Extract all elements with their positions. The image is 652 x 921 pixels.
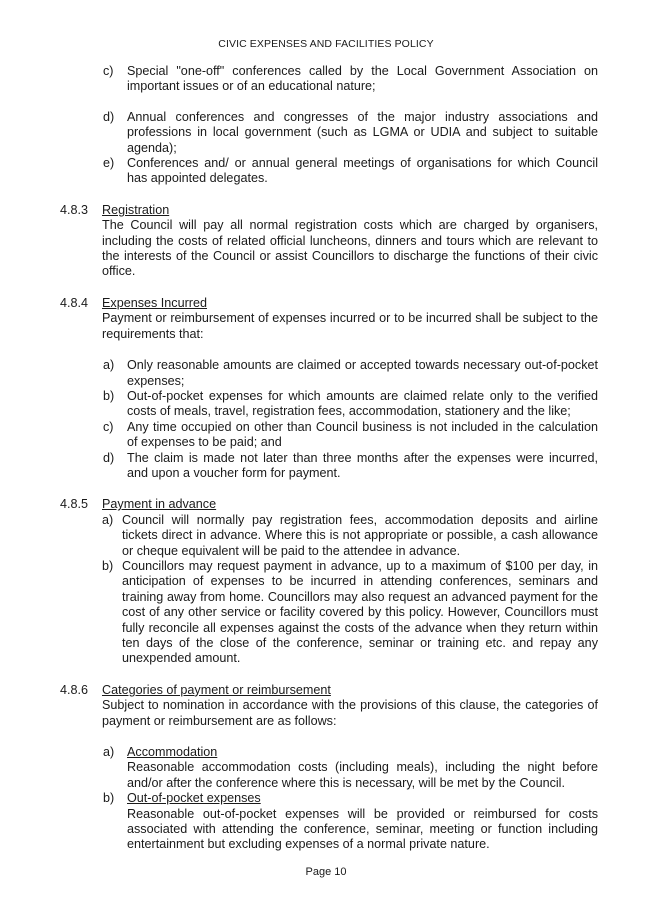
list-marker: a)	[103, 745, 115, 760]
page-number: Page 10	[305, 866, 347, 878]
list-title: Out-of-pocket expenses	[127, 791, 261, 806]
list-marker: d)	[103, 109, 115, 124]
list-marker: b)	[102, 558, 114, 573]
section-heading: Expenses Incurred	[102, 295, 208, 310]
list-item	[103, 451, 598, 482]
list-marker: a)	[103, 358, 115, 373]
list-item	[103, 389, 598, 420]
list-text: Reasonable out-of-pocket expenses will be provided or reimbursed for costs associated with attending the conference, seminar, meeting or function including entertainment but excluding expenses of a normal private nature.	[127, 806, 598, 852]
list-item	[102, 513, 598, 559]
section-heading: Payment in advance	[102, 497, 217, 512]
list-item	[103, 110, 598, 156]
section-number: 4.8.3	[60, 202, 89, 217]
list-item	[103, 358, 598, 389]
list-text: Annual conferences and congresses of the major industry associations and professions in local government (such as LGMA or UDIA and subject to suitable agenda);	[127, 109, 598, 155]
list-item	[102, 559, 598, 667]
list-text: Council will normally pay registration fees, accommodation deposits and airline tickets direct in advance. Where this is not appropriate or possible, a cash allowance or cheque equivalent will be paid to the attendee in advance.	[122, 512, 598, 558]
list-marker: e)	[103, 156, 115, 171]
page-header: CIVIC EXPENSES AND FACILITIES POLICY	[218, 38, 434, 50]
section-4-8-3	[60, 203, 598, 280]
list-item	[103, 791, 598, 853]
expenses-list	[103, 358, 598, 481]
list-item	[103, 156, 598, 187]
section-text: The Council will pay all normal registration costs which are charged by organisers, including the costs of related official luncheons, dinners and tours which are relevant to the interests of the Council or assist Councillors to discharge the functions of their civic office.	[102, 218, 598, 279]
categories-list	[103, 745, 598, 853]
list-text: Only reasonable amounts are claimed or accepted towards necessary out-of-pocket expenses;	[127, 358, 598, 388]
list-text: Out-of-pocket expenses for which amounts are claimed relate only to the verified costs of meals, travel, registration fees, accommodation, stationery and the like;	[127, 388, 598, 419]
document-body	[60, 64, 598, 853]
conference-list	[103, 64, 598, 187]
section-4-8-4	[60, 296, 598, 342]
list-marker: a)	[102, 512, 114, 527]
list-marker: b)	[103, 388, 115, 403]
list-marker: c)	[103, 64, 114, 78]
list-text: Special "one-off" conferences called by the Local Government Association on important issues or of an educational nature;	[127, 64, 598, 94]
section-intro: Payment or reimbursement of expenses incurred or to be incurred shall be subject to the requirements that:	[102, 311, 598, 341]
list-text: Councillors may request payment in advance, up to a maximum of $100 per day, in anticipation of expenses to be incurred in attending conferences, seminars and training away from home. Councillors may also request an advanced payment for the cost of any other service or facility covered by this policy. However, Councillors must fully reconcile all expenses against the costs of the advance when they return within ten days of the close of the conference, seminar or training etc. and repay any unexpended amount.	[122, 558, 598, 666]
list-marker: d)	[103, 450, 115, 465]
section-4-8-5	[60, 497, 598, 666]
list-text: Reasonable accommodation costs (including meals), including the night before and/or after the conference where this is necessary, will be met by the Council.	[127, 760, 598, 790]
list-title: Accommodation	[127, 745, 218, 760]
list-text: Conferences and/ or annual general meetings of organisations for which Council has appointed delegates.	[127, 156, 598, 186]
list-item	[103, 745, 598, 791]
list-text: Any time occupied on other than Council business is not included in the calculation of expenses to be paid; and	[127, 419, 598, 450]
list-item	[103, 420, 598, 451]
list-marker: b)	[103, 791, 115, 806]
section-number: 4.8.5	[60, 497, 89, 512]
section-number: 4.8.4	[60, 295, 89, 310]
section-4-8-6	[60, 683, 598, 729]
list-marker: c)	[103, 419, 114, 434]
section-intro: Subject to nomination in accordance with the provisions of this clause, the categories of payment or reimbursement are as follows:	[102, 698, 598, 728]
list-item	[103, 64, 598, 95]
list-text: The claim is made not later than three months after the expenses were incurred, and upon a voucher form for payment.	[127, 450, 598, 480]
section-number: 4.8.6	[60, 682, 89, 697]
section-heading: Registration	[102, 202, 170, 217]
section-heading: Categories of payment or reimbursement	[102, 682, 331, 697]
